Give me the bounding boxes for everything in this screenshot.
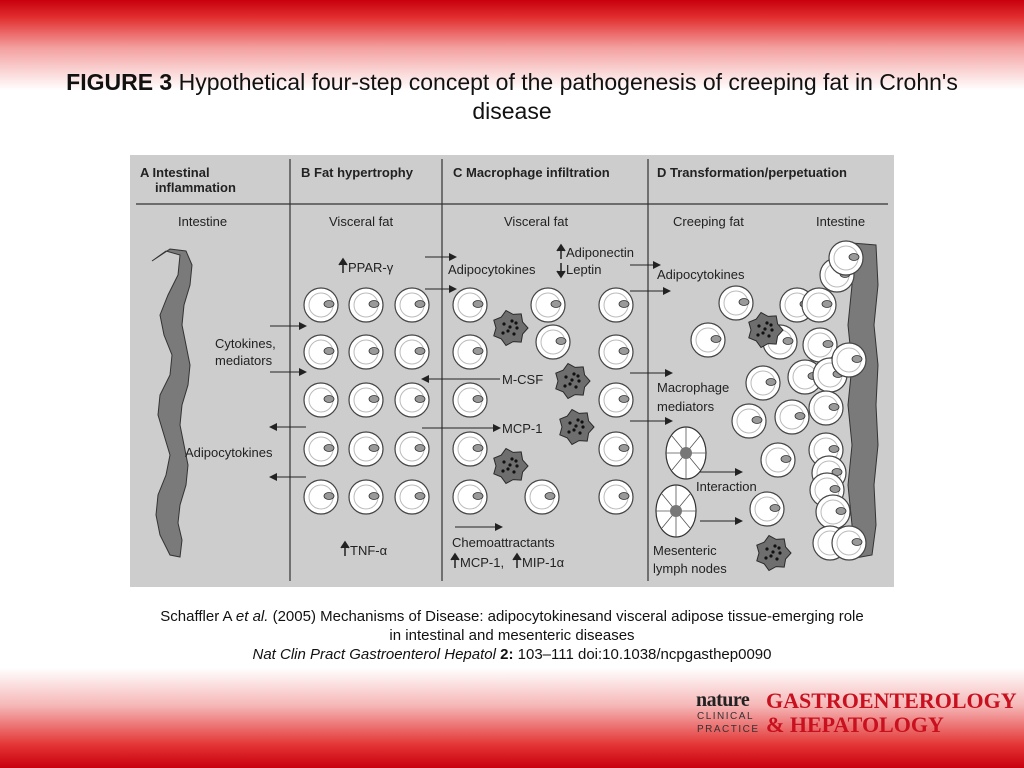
- adipocyte-cell: [599, 480, 633, 514]
- citation-journal: Nat Clin Pract Gastroenterol Hepatol: [252, 646, 496, 663]
- adipocyte-cell: [809, 391, 843, 425]
- adipocyte-cell: [746, 366, 780, 400]
- down-arrow-leptin: [557, 263, 565, 277]
- adipocyte-cell: [453, 432, 487, 466]
- label-chemo-mip: MIP-1α: [522, 555, 565, 570]
- subheader-visceral-fat-b: Visceral fat: [329, 214, 394, 229]
- label-adipocytokines-d: Adipocytokines: [657, 267, 745, 282]
- up-arrow-ppar: [339, 259, 347, 273]
- adipocyte-cell: [395, 480, 429, 514]
- adipocyte-cell: [349, 480, 383, 514]
- header-c: C Macrophage infiltration: [453, 165, 610, 180]
- figure-title-text: Hypothetical four-step concept of the pathogenesis of creeping fat in Crohn's disease: [178, 69, 958, 124]
- figure-title: [40, 68, 984, 126]
- citation-volume: 2:: [500, 646, 514, 663]
- adipocyte-cell: [732, 404, 766, 438]
- label-adipocytokines-a: Adipocytokines: [185, 445, 273, 460]
- macrophage-cell: [757, 536, 791, 571]
- label-macrophage-line1: Macrophage: [657, 380, 730, 395]
- label-chemo-mcp: MCP-1,: [460, 555, 505, 570]
- adipocyte-cell: [750, 492, 784, 526]
- adipocyte-cell: [395, 288, 429, 322]
- adipocyte-cell: [349, 335, 383, 369]
- adipocyte-cell: [832, 526, 866, 560]
- adipocyte-cell: [832, 343, 866, 377]
- macrophage-cell: [560, 410, 594, 445]
- adipocyte-cell: [395, 383, 429, 417]
- adipocyte-cell: [761, 443, 795, 477]
- logo-clinical: CLINICAL: [697, 711, 755, 722]
- adipocyte-cell: [304, 480, 338, 514]
- adipocyte-cell: [349, 432, 383, 466]
- adipocyte-cell: [304, 288, 338, 322]
- adipocyte-cell: [453, 335, 487, 369]
- adipocyte-cell: [453, 383, 487, 417]
- adipocyte-cell: [599, 432, 633, 466]
- citation-line1: [60, 607, 964, 626]
- citation-etal: et al.: [235, 608, 269, 625]
- citation-line3: [60, 645, 964, 664]
- logo-journal-line1: GASTROENTEROLOGY: [766, 688, 1017, 713]
- intestine-right: [848, 243, 878, 559]
- label-chemo-line1: Chemoattractants: [452, 535, 555, 550]
- up-arrow-mcp: [451, 554, 459, 568]
- journal-logo: [696, 688, 1017, 739]
- citation: [60, 607, 964, 664]
- label-mesenteric-line2: lymph nodes: [653, 561, 727, 576]
- label-adipocytokines-c: Adipocytokines: [448, 262, 536, 277]
- diagram-canvas: [130, 155, 894, 587]
- adipocyte-cell: [536, 325, 570, 359]
- adipocyte-cell: [349, 288, 383, 322]
- adipocyte-cell: [304, 432, 338, 466]
- label-interaction: Interaction: [696, 479, 757, 494]
- intestine-left: [152, 249, 192, 557]
- up-arrow-adiponectin: [557, 245, 565, 259]
- citation-pages-doi: 103–111 doi:10.1038/ncpgasthep0090: [517, 646, 772, 663]
- citation-author: Schaffler A: [160, 608, 232, 625]
- logo-practice: PRACTICE: [697, 724, 760, 735]
- label-ppar: PPAR-γ: [348, 260, 394, 275]
- label-cytokines-line2: mediators: [215, 353, 273, 368]
- header-a-line1: A Intestinal: [140, 165, 210, 180]
- citation-line1-rest: (2005) Mechanisms of Disease: adipocytokinesand visceral adipose tissue-emerging role: [272, 608, 864, 625]
- label-cytokines-line1: Cytokines,: [215, 336, 276, 351]
- adipocyte-cell: [599, 383, 633, 417]
- label-adiponectin: Adiponectin: [566, 245, 634, 260]
- adipocyte-cell: [349, 383, 383, 417]
- pathogenesis-diagram: [130, 155, 894, 587]
- macrophage-cell: [494, 311, 528, 346]
- subheader-creeping-fat: Creeping fat: [673, 214, 744, 229]
- subheader-intestine-d: Intestine: [816, 214, 866, 229]
- label-mcp1: MCP-1: [502, 421, 543, 436]
- adipocyte-cell: [816, 495, 850, 529]
- adipocyte-cell: [395, 432, 429, 466]
- lymph-node-2: [656, 485, 696, 537]
- macrophage-cell: [494, 449, 528, 484]
- logo-nature: nature: [696, 689, 750, 711]
- adipocyte-cell: [531, 288, 565, 322]
- header-d: D Transformation/perpetuation: [657, 165, 847, 180]
- adipocyte-cell: [453, 480, 487, 514]
- logo-journal-line2: & HEPATOLOGY: [766, 712, 944, 737]
- adipocyte-cell: [304, 335, 338, 369]
- adipocytes-layer: [304, 241, 866, 560]
- subheader-intestine: Intestine: [178, 214, 228, 229]
- adipocyte-cell: [525, 480, 559, 514]
- figure-label: FIGURE 3: [66, 69, 173, 95]
- lymph-node-1: [666, 427, 706, 479]
- citation-line2: in intestinal and mesenteric diseases: [389, 627, 635, 644]
- macrophage-cell: [556, 364, 590, 399]
- up-arrow-tnf: [341, 542, 349, 556]
- header-a-line2: inflammation: [155, 180, 236, 195]
- adipocyte-cell: [829, 241, 863, 275]
- adipocyte-cell: [775, 400, 809, 434]
- adipocyte-cell: [719, 286, 753, 320]
- adipocyte-cell: [802, 288, 836, 322]
- label-mcsf: M-CSF: [502, 372, 544, 387]
- label-leptin: Leptin: [566, 262, 602, 277]
- label-mesenteric-line1: Mesenteric: [653, 543, 717, 558]
- adipocyte-cell: [304, 383, 338, 417]
- header-b: B Fat hypertrophy: [301, 165, 413, 180]
- up-arrow-mip: [513, 554, 521, 568]
- label-macrophage-line2: mediators: [657, 399, 715, 414]
- adipocyte-cell: [691, 323, 725, 357]
- adipocyte-cell: [395, 335, 429, 369]
- label-tnf: TNF-α: [350, 543, 388, 558]
- subheader-visceral-fat-c: Visceral fat: [504, 214, 569, 229]
- adipocyte-cell: [453, 288, 487, 322]
- adipocyte-cell: [599, 335, 633, 369]
- adipocyte-cell: [599, 288, 633, 322]
